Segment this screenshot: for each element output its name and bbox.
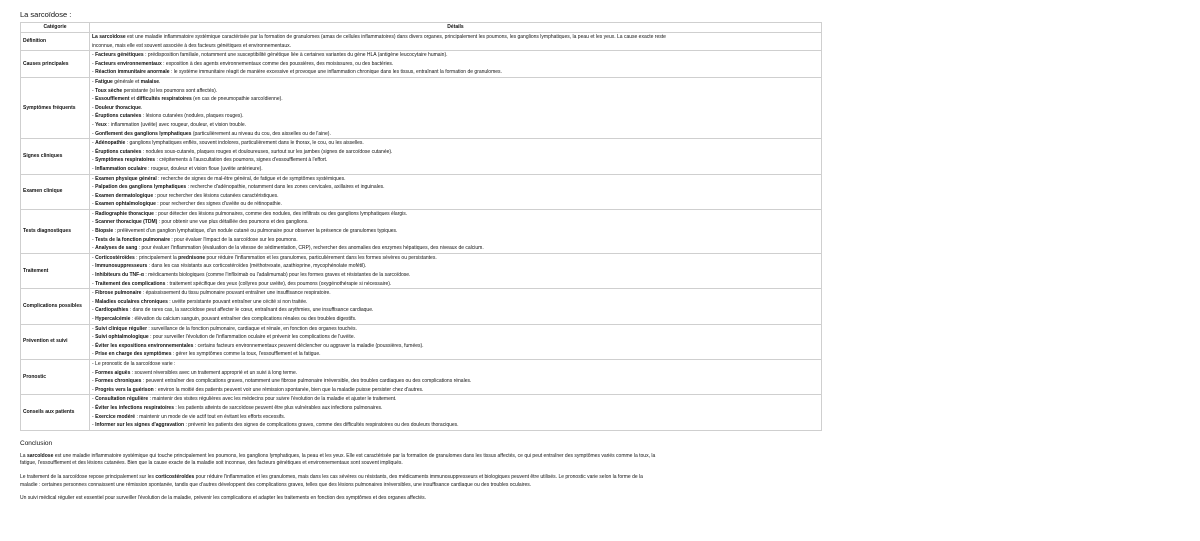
bold-term: Radiographie thoracique xyxy=(95,210,154,217)
table-row xyxy=(21,253,822,288)
text-run: : uvéite persistante pouvant entraîner une cécité si non traitée. xyxy=(167,298,308,305)
table-body xyxy=(21,33,822,431)
text-run: - xyxy=(92,378,96,385)
detail-line xyxy=(92,192,819,201)
detail-line xyxy=(92,78,819,87)
bold-term: Formes aiguës xyxy=(95,369,131,376)
bold-term: Inhibiteurs du TNF-α xyxy=(95,272,144,279)
row-details xyxy=(90,33,822,51)
bold-term: Symptômes respiratoires xyxy=(95,157,156,164)
table-row xyxy=(21,33,822,51)
text-run: - xyxy=(92,104,96,111)
bold-term: Analyses de sang xyxy=(95,245,138,252)
detail-line xyxy=(92,112,819,121)
paragraph-line xyxy=(20,460,822,468)
detail-line xyxy=(92,42,819,51)
detail-line xyxy=(92,360,819,369)
bold-term: Éviter les infections respiratoires xyxy=(95,404,174,411)
detail-line xyxy=(92,87,819,96)
detail-line xyxy=(92,298,819,307)
table-row xyxy=(21,289,822,324)
table-row xyxy=(21,395,822,430)
text-run: : prélèvement d'un ganglion lymphatique, d'un nodule cutané ou pulmonaire pour observer la présence de granulomes typiques. xyxy=(113,228,398,235)
bold-term: malaise xyxy=(140,78,160,85)
detail-line xyxy=(92,148,819,157)
detail-line xyxy=(92,121,819,130)
text-run: - xyxy=(92,175,96,182)
text-run: est une maladie inflammatoire systémique qui touche principalement les poumons, les ganglions lymphatiques, la peau et les yeux. Elle est caractérisée par la formation de granulomes dans les tissus affectés, ce qui peut entraîner des symptômes variés comme la toux, la xyxy=(53,452,656,459)
bold-term: Corticostéroïdes xyxy=(95,254,135,261)
text-run: : nodules sous-cutanés, plaques rouges et douloureuses, surtout sur les jambes (signes de sarcoïdose cutanée). xyxy=(141,148,393,155)
bold-term: Réaction immunitaire anormale xyxy=(95,69,170,76)
paragraph-line xyxy=(20,453,822,461)
text-run: : pour détecter des lésions pulmonaires, comme des nodules, des infiltrats ou des ganglions lymphatiques élargis. xyxy=(153,210,408,217)
bold-term: Palpation des ganglions lymphatiques xyxy=(95,184,187,191)
detail-line xyxy=(92,95,819,104)
bold-term: Éruptions cutanées xyxy=(95,113,142,120)
table-row xyxy=(21,359,822,394)
text-run: persistante (si les poumons sont affectés). xyxy=(122,87,218,94)
text-run: : prédisposition familiale, notamment une susceptibilité génétique liée à certaines variantes du gène HLA (antigène leucocytaire humain). xyxy=(143,52,448,59)
text-run: - Le pronostic de la sarcoïdose varie : xyxy=(92,360,176,367)
text-run: (particulièrement au niveau du cou, des aisselles ou de l'aine). xyxy=(191,130,331,137)
text-run: : maintenir des visites régulières avec les médecins pour suivre l'évolution de la maladie et ajuster le traitement. xyxy=(148,396,397,403)
text-run: - xyxy=(92,404,96,411)
text-run: - xyxy=(92,263,96,270)
bold-term: Essoufflement xyxy=(95,96,130,103)
text-run: maladie : certaines personnes connaissent une rémission spontanée, tandis que d'autres développent des complications graves, telles que des lésions pulmonaires irréversibles, une insuffisance cardiaque ou des troubles oculaires. xyxy=(20,481,532,488)
text-run: : rougeur, douleur et vision floue (uvéite antérieure). xyxy=(146,165,263,172)
text-run: - xyxy=(92,113,96,120)
text-run: - xyxy=(92,334,96,341)
text-run: - xyxy=(92,413,96,420)
detail-line xyxy=(92,386,819,395)
text-run: - xyxy=(92,236,96,243)
text-run: - xyxy=(92,121,96,128)
text-run: - xyxy=(92,69,96,76)
text-run: : dans de rares cas, la sarcoïdose peut affecter le cœur, entraînant des arythmies, une insuffisance cardiaque. xyxy=(128,307,374,314)
header-category: Catégorie xyxy=(21,23,90,33)
bold-term: Facteurs génétiques xyxy=(95,52,144,59)
row-category: Traitement xyxy=(21,253,90,288)
detail-line xyxy=(92,325,819,334)
conclusion-paragraph xyxy=(20,453,822,468)
detail-line xyxy=(92,421,819,430)
text-run: pour réduire l'inflammation et les granulomes, mais dans les cas sévères ou résistants, des médicaments immunosuppresseurs et biologiques peuvent être utilisés. Le pronostic varie selon la forme de la xyxy=(194,473,643,480)
text-run: fatigue, l'essoufflement et des lésions cutanées. Bien que la cause exacte de la maladie soit inconnue, des facteurs génétiques et environnementaux sont souvent impliqués. xyxy=(20,460,403,467)
detail-line xyxy=(92,68,819,77)
bold-term: Maladies oculaires chroniques xyxy=(95,298,168,305)
bold-term: difficultés respiratoires xyxy=(136,96,192,103)
text-run: : peuvent entraîner des complications graves, notamment une fibrose pulmonaire irréversible, des troubles cardiaques ou des complications rénales. xyxy=(141,378,472,385)
text-run: - xyxy=(92,351,96,358)
bold-term: Traitement des complications xyxy=(95,280,166,287)
detail-line xyxy=(92,139,819,148)
text-run: : prévenir les patients des signes de complications graves, comme des difficultés respiratoires ou des douleurs thoraciques. xyxy=(184,422,459,429)
detail-line xyxy=(92,210,819,219)
bold-term: Cardiopathies xyxy=(95,307,129,314)
text-run: - xyxy=(92,280,96,287)
detail-line xyxy=(92,333,819,342)
text-run: - xyxy=(92,78,96,85)
text-run: : lésions cutanées (nodules, plaques rouges). xyxy=(141,113,244,120)
conclusion-paragraph xyxy=(20,495,822,503)
text-run: - xyxy=(92,228,96,235)
row-category: Signes cliniques xyxy=(21,139,90,174)
text-run: - xyxy=(92,290,96,297)
text-run: et xyxy=(129,96,137,103)
row-category: Examen clinique xyxy=(21,174,90,209)
text-run: - xyxy=(92,307,96,314)
bold-term: Yeux xyxy=(95,121,107,128)
row-details xyxy=(90,174,822,209)
row-category: Conseils aux patients xyxy=(21,395,90,430)
row-category: Définition xyxy=(21,33,90,51)
text-run: - xyxy=(92,87,96,94)
detail-line xyxy=(92,51,819,60)
detail-line xyxy=(92,130,819,139)
text-run: - xyxy=(92,272,96,279)
row-details xyxy=(90,359,822,394)
row-details xyxy=(90,77,822,138)
row-category: Complications possibles xyxy=(21,289,90,324)
text-run: : médicaments biologiques (comme l'infliximab ou l'adalimumab) pour les formes graves et résistantes de la sarcoïdose. xyxy=(143,272,411,279)
text-run: - xyxy=(92,245,96,252)
detail-line xyxy=(92,104,819,113)
text-run: : le système immunitaire réagit de manière excessive et provoque une inflammation chronique dans les tissus, entraînant la formation de granulomes. xyxy=(169,69,502,76)
text-run: : pour évaluer l'inflammation (évaluation de la vitesse de sédimentation, CRP), rechercher des anomalies des enzymes hépatiques, des niveaux de calcium. xyxy=(137,245,484,252)
text-run: - xyxy=(92,184,96,191)
text-run: pour réduire l'inflammation et les granulomes, particulièrement dans les formes sévères ou persistantes. xyxy=(205,254,437,261)
text-run: : surveillance de la fonction pulmonaire, cardiaque et rénale, en fonction des organes touchés. xyxy=(147,325,357,332)
text-run: : inflammation (uvéite) avec rougeur, douleur, et vision trouble. xyxy=(106,121,246,128)
detail-line xyxy=(92,236,819,245)
conclusion-body xyxy=(20,453,822,503)
text-run: - xyxy=(92,422,96,429)
detail-line xyxy=(92,60,819,69)
bold-term: prednisone xyxy=(178,254,206,261)
bold-term: Douleur thoracique xyxy=(95,104,141,111)
bold-term: La sarcoïdose xyxy=(92,34,126,40)
bold-term: Prise en charge des symptômes xyxy=(95,351,172,358)
detail-line xyxy=(92,218,819,227)
text-run: : ganglions lymphatiques enflés, souvent indolores, particulièrement dans le thorax, le cou, ou les aisselles. xyxy=(125,140,364,147)
table-row xyxy=(21,174,822,209)
text-run: - xyxy=(92,298,96,305)
text-run: - xyxy=(92,165,96,172)
row-category: Prévention et suivi xyxy=(21,324,90,359)
detail-line xyxy=(92,395,819,404)
text-run: : recherche d'adénopathie, notamment dans les zones cervicales, axillaires et inguinales. xyxy=(186,184,385,191)
detail-line xyxy=(92,342,819,351)
bold-term: Fibrose pulmonaire xyxy=(95,290,142,297)
text-run: - xyxy=(92,52,96,59)
paragraph-line xyxy=(20,495,822,503)
bold-term: Éruptions cutanées xyxy=(95,148,142,155)
bold-term: Exercice modéré xyxy=(95,413,136,420)
bold-term: Scanner thoracique (TDM) xyxy=(95,219,158,226)
text-run: - xyxy=(92,148,96,155)
detail-line xyxy=(92,33,819,42)
table-row xyxy=(21,209,822,253)
bold-term: Consultation régulière xyxy=(95,396,149,403)
detail-line xyxy=(92,404,819,413)
bold-term: corticostéroïdes xyxy=(155,473,195,480)
text-run: : recherche de signes de mal-être général, de fatigue et de symptômes systémiques. xyxy=(156,175,346,182)
sarcoidose-table xyxy=(20,22,822,431)
text-run: - xyxy=(92,219,96,226)
bold-term: Biopsie xyxy=(95,228,114,235)
text-run: : dans les cas résistants aux corticostéroïdes (méthotrexate, azathioprine, mycophénolate mofétil). xyxy=(147,263,367,270)
text-run: - xyxy=(92,342,96,349)
text-run: : traitement spécifique des yeux (collyres pour uvéite), des poumons (oxygénothérapie si nécessaire). xyxy=(165,280,392,287)
detail-line xyxy=(92,289,819,298)
row-details xyxy=(90,253,822,288)
text-run: - xyxy=(92,396,96,403)
text-run: Un suivi médical régulier est essentiel pour surveiller l'évolution de la maladie, prévenir les complications et adapter les traitements en fonction des symptômes et des organes affectés. xyxy=(20,495,427,502)
bold-term: Immunosuppresseurs xyxy=(95,263,148,270)
text-run: générale et xyxy=(112,78,141,85)
detail-line xyxy=(92,350,819,359)
bold-term: Hypercalcémie xyxy=(95,316,131,322)
text-run: : maintenir un mode de vie actif tout en évitant les efforts excessifs. xyxy=(135,413,286,420)
conclusion-paragraph xyxy=(20,474,822,489)
text-run: - xyxy=(92,140,96,147)
detail-line xyxy=(92,377,819,386)
bold-term: Suivi clinique régulier xyxy=(95,325,148,332)
bold-term: Progrès vers la guérison xyxy=(95,386,154,393)
text-run: - xyxy=(92,210,96,217)
detail-line xyxy=(92,271,819,280)
detail-line xyxy=(92,156,819,165)
paragraph-line xyxy=(20,482,822,490)
bold-term: Facteurs environnementaux xyxy=(95,60,162,67)
text-run: : souvent réversibles avec un traitement approprié et un suivi à long terme. xyxy=(130,369,298,376)
bold-term: sarcoïdose xyxy=(26,452,54,459)
row-details xyxy=(90,139,822,174)
text-run: : pour évaluer l'impact de la sarcoïdose sur les poumons. xyxy=(169,236,298,243)
table-header-row xyxy=(21,23,822,33)
text-run: : élévation du calcium sanguin, pouvant entraîner des complications rénales ou des troubles digestifs. xyxy=(130,316,357,322)
bold-term: Formes chroniques xyxy=(95,378,142,385)
table-row xyxy=(21,77,822,138)
text-run: - xyxy=(92,60,96,67)
detail-line xyxy=(92,227,819,236)
row-category: Symptômes fréquents xyxy=(21,77,90,138)
text-run: : les patients atteints de sarcoïdose peuvent être plus vulnérables aux infections pulmonaires. xyxy=(173,404,383,411)
conclusion-title: Conclusion xyxy=(20,439,53,447)
detail-line xyxy=(92,165,819,174)
detail-line xyxy=(92,306,819,315)
text-run: - xyxy=(92,157,96,164)
text-run: - xyxy=(92,130,96,137)
text-run: - xyxy=(92,316,96,322)
bold-term: Examen physique général xyxy=(95,175,157,182)
detail-line xyxy=(92,254,819,263)
detail-line xyxy=(92,244,819,253)
text-run: - xyxy=(92,386,96,393)
detail-line xyxy=(92,280,819,289)
text-run: : gérer les symptômes comme la toux, l'essoufflement et la fatigue. xyxy=(171,351,321,358)
row-details xyxy=(90,324,822,359)
text-run: - xyxy=(92,192,96,199)
text-run: . xyxy=(159,78,161,85)
text-run: : pour surveiller l'évolution de l'inflammation oculaire et prévenir les complications de l'uvéite. xyxy=(148,334,355,341)
text-run: (en cas de pneumopathie sarcoïdienne). xyxy=(191,96,283,103)
bold-term: Inflammation oculaire xyxy=(95,165,147,172)
row-details xyxy=(90,51,822,78)
bold-term: Tests de la fonction pulmonaire xyxy=(95,236,170,243)
detail-line xyxy=(92,369,819,378)
page-title: La sarcoïdose : xyxy=(20,10,72,19)
header-details: Détails xyxy=(90,23,822,33)
text-run: : pour rechercher des lésions cutanées caractéristiques. xyxy=(153,192,279,199)
row-details xyxy=(90,395,822,430)
detail-line xyxy=(92,200,819,209)
text-run: : crépitements à l'auscultation des poumons, signes d'essoufflement à l'effort. xyxy=(155,157,328,164)
text-run: : exposition à des agents environnementaux comme des poussières, des moisissures, ou des bactéries. xyxy=(161,60,394,67)
bold-term: Examen ophtalmologique xyxy=(95,201,156,208)
text-run: : épaississement du tissu pulmonaire pouvant entraîner une insuffisance respiratoire. xyxy=(141,290,331,297)
text-run: Le traitement de la sarcoïdose repose principalement sur les xyxy=(20,473,156,480)
text-run: : pour obtenir une vue plus détaillée des poumons et des ganglions. xyxy=(157,219,309,226)
table-row xyxy=(21,51,822,78)
detail-line xyxy=(92,262,819,271)
table-row xyxy=(21,324,822,359)
text-run: : principalement la xyxy=(134,254,179,261)
text-run: - xyxy=(92,96,96,103)
bold-term: Adénopathie xyxy=(95,140,126,147)
detail-line xyxy=(92,183,819,192)
detail-line xyxy=(92,175,819,184)
text-run: - xyxy=(92,254,96,261)
bold-term: Examen dermatologique xyxy=(95,192,154,199)
text-run: . xyxy=(140,104,143,111)
row-details xyxy=(90,209,822,253)
row-category: Pronostic xyxy=(21,359,90,394)
bold-term: Informer sur les signes d'aggravation xyxy=(95,422,185,429)
text-run: - xyxy=(92,201,96,208)
row-category: Tests diagnostiques xyxy=(21,209,90,253)
bold-term: Éviter les expositions environnementales xyxy=(95,342,194,349)
bold-term: Fatigue xyxy=(95,78,113,85)
bold-term: Gonflement des ganglions lymphatiques xyxy=(95,130,192,137)
row-details xyxy=(90,289,822,324)
text-run: La xyxy=(20,452,27,459)
row-category: Causes principales xyxy=(21,51,90,78)
text-run: inconnue, mais elle est souvent associée à des facteurs génétiques et environnementaux. xyxy=(92,42,292,49)
detail-line xyxy=(92,413,819,422)
text-run: - xyxy=(92,369,96,376)
text-run: : certains facteurs environnementaux peuvent déclencher ou aggraver la maladie (poussières, fumées). xyxy=(193,342,424,349)
text-run: est une maladie inflammatoire systémique caractérisée par la formation de granulomes (amas de cellules inflammatoires) dans divers organes, principalement les poumons, les ganglions lymphatiques, la peau et les yeux. La cause exacte reste xyxy=(125,34,666,40)
text-run: : environ la moitié des patients peuvent voir une rémission spontanée, bien que la maladie puisse persister chez d'autres. xyxy=(153,386,424,393)
text-run: : pour rechercher des signes d'uvéite ou de rétinopathie. xyxy=(155,201,282,208)
bold-term: Toux sèche xyxy=(95,87,123,94)
bold-term: Suivi ophtalmologique xyxy=(95,334,149,341)
detail-line xyxy=(92,315,819,324)
table-row xyxy=(21,139,822,174)
text-run: - xyxy=(92,325,96,332)
paragraph-line xyxy=(20,474,822,482)
